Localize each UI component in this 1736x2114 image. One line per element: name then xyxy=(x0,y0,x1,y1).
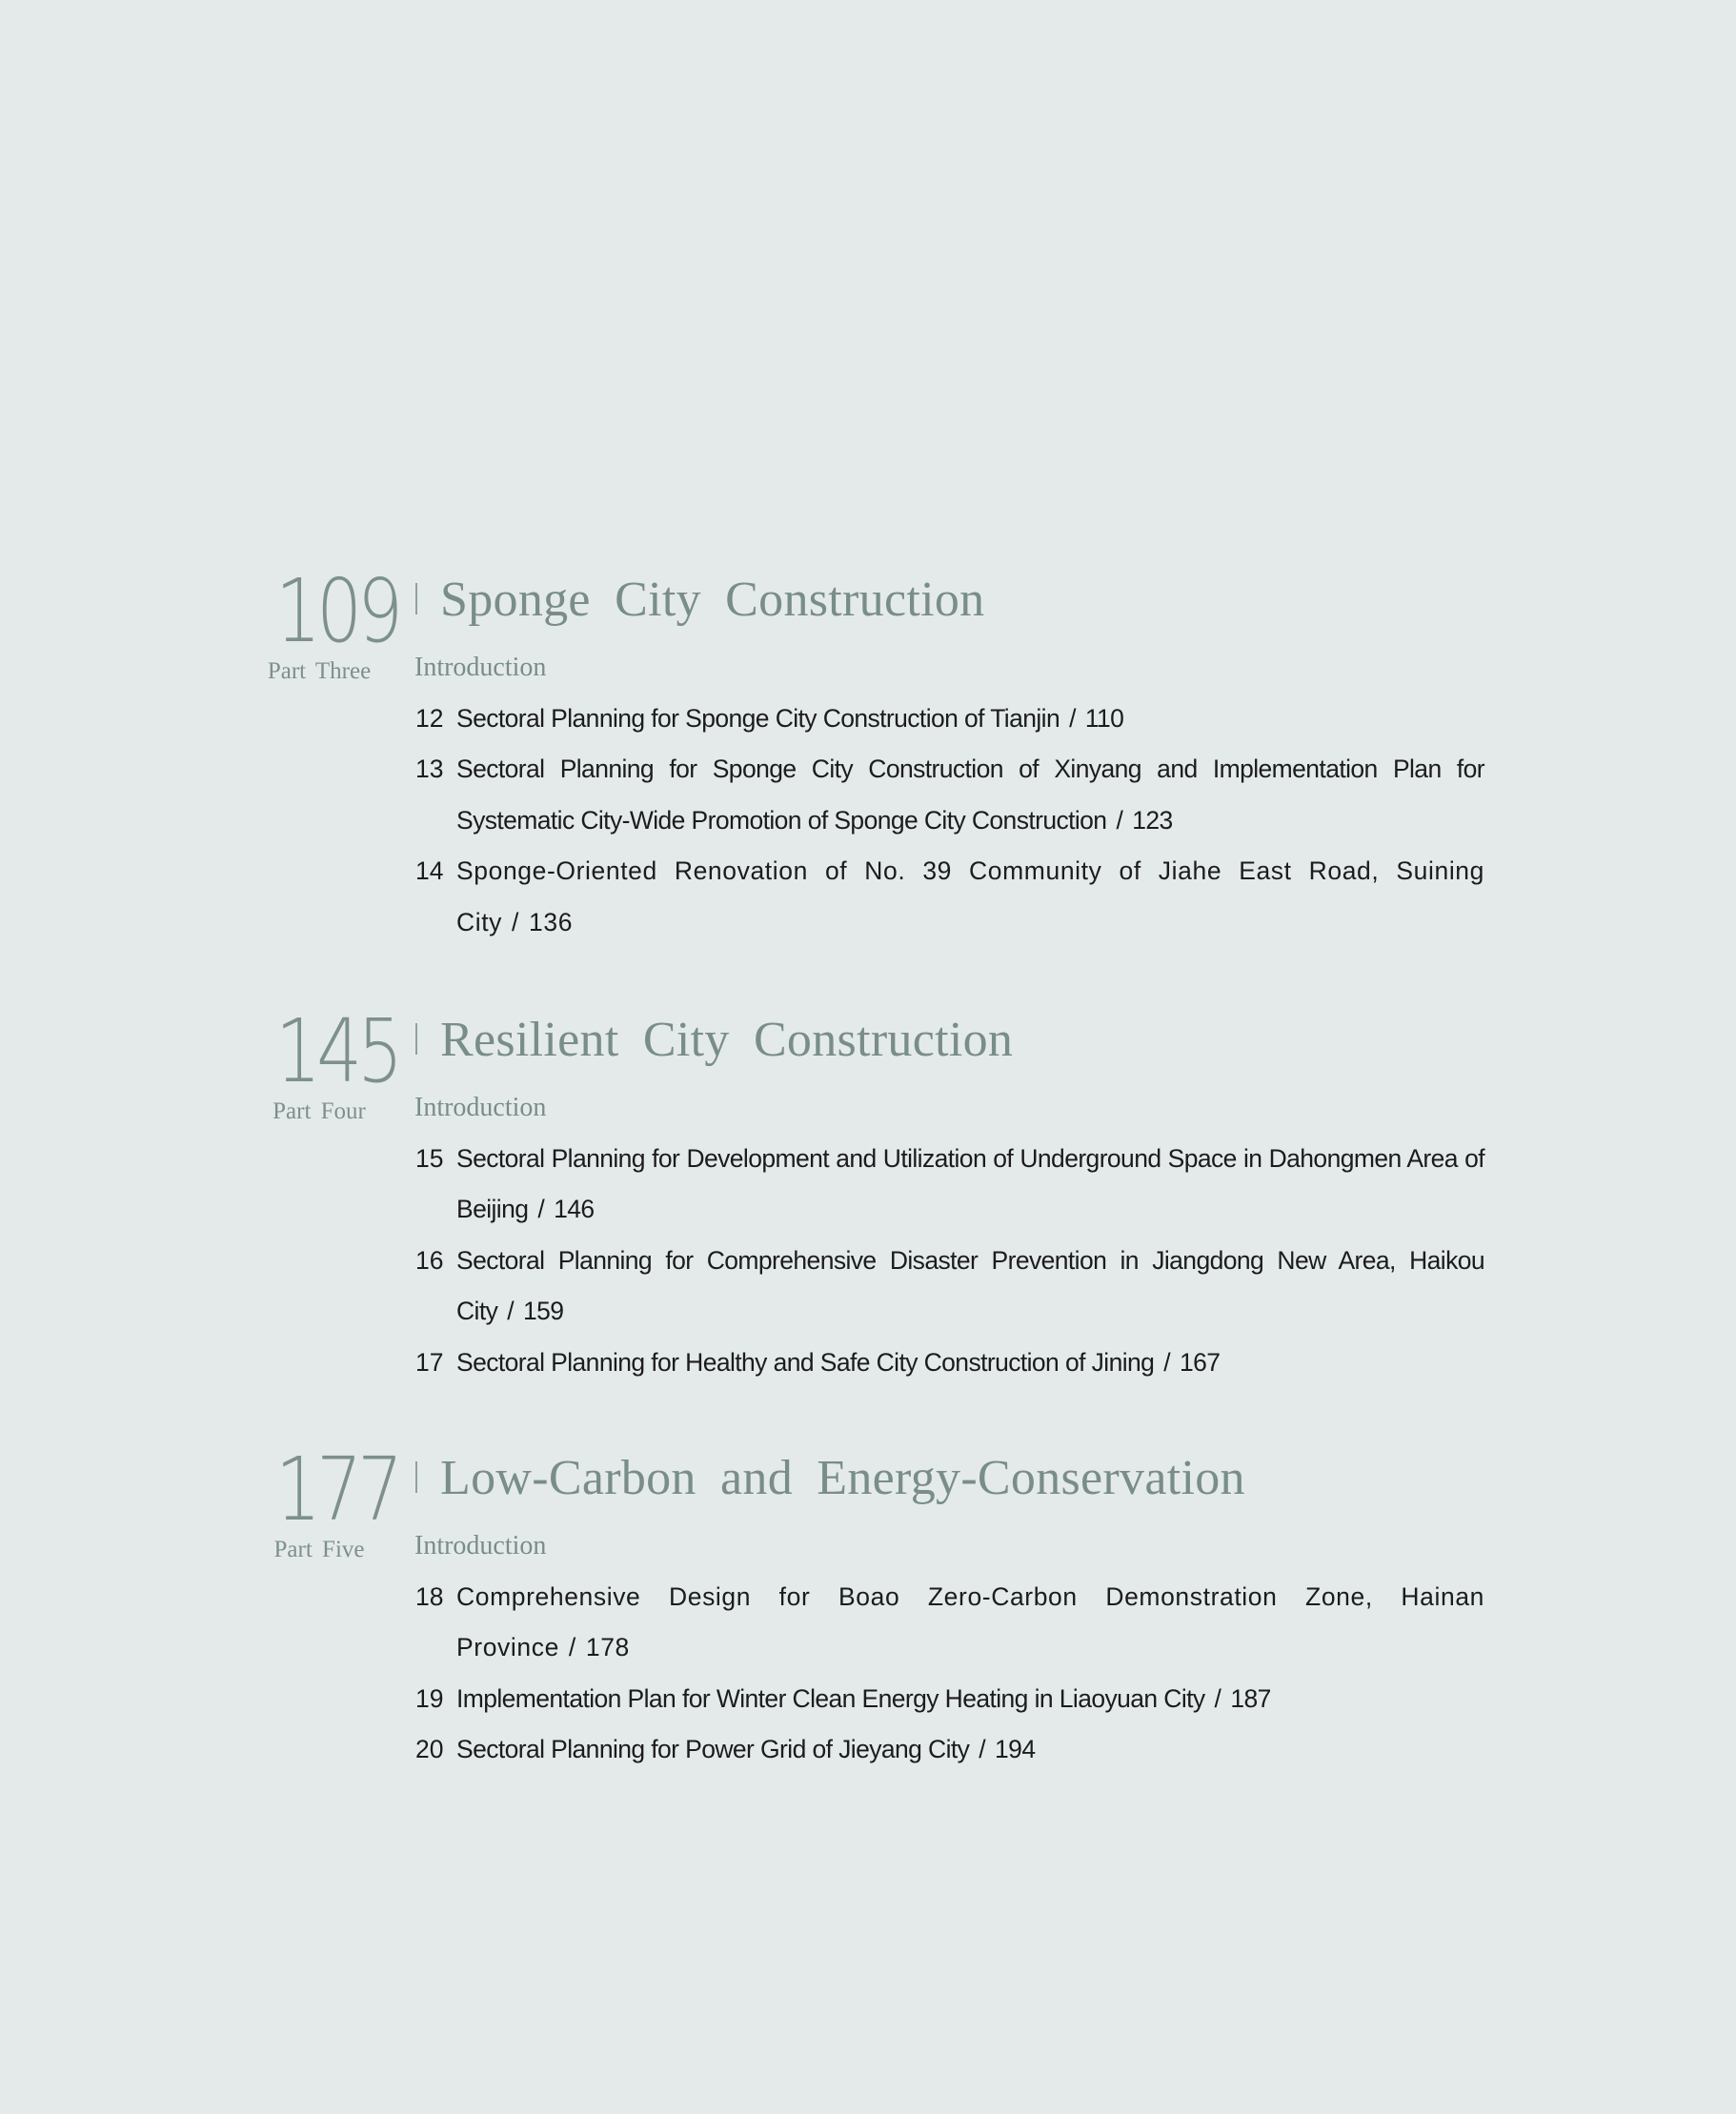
section-title[interactable]: Low-Carbon and Energy-Conservation xyxy=(440,1451,1245,1505)
item-page: 167 xyxy=(1180,1347,1221,1377)
item-title: Sectoral Planning for Power Grid of Jieyang City xyxy=(456,1735,970,1764)
title-divider xyxy=(415,1023,417,1055)
item-title: Sponge-Oriented Renovation of No. 39 Community of Jiahe East Road, Suining City xyxy=(456,856,1484,936)
toc-item-list xyxy=(415,694,1484,948)
toc-item[interactable] xyxy=(415,694,1484,744)
item-number: 18 xyxy=(415,1582,444,1611)
introduction-link[interactable]: Introduction xyxy=(414,1531,547,1560)
part-label: Part Four xyxy=(273,1098,366,1124)
toc-item[interactable] xyxy=(415,1724,1484,1775)
part-start-page: 177 xyxy=(275,1439,399,1540)
item-separator: / xyxy=(537,1195,545,1224)
item-title: Sectoral Planning for Development and Utilization of Underground Space in Dahongmen Area of Beijing xyxy=(456,1144,1484,1224)
item-separator: / xyxy=(1116,805,1123,835)
item-number: 20 xyxy=(415,1735,444,1764)
toc-item-list xyxy=(415,1572,1484,1776)
item-separator: / xyxy=(979,1735,986,1764)
item-title: Comprehensive Design for Boao Zero-Carbon Demonstration Zone, Hainan Province xyxy=(456,1582,1484,1662)
item-title: Sectoral Planning for Sponge City Construction of Tianjin xyxy=(456,704,1060,733)
item-page: 178 xyxy=(585,1633,630,1662)
part-label: Part Five xyxy=(273,1537,365,1562)
part-start-page: 145 xyxy=(275,1000,399,1102)
item-page: 110 xyxy=(1084,704,1124,733)
item-page: 159 xyxy=(523,1297,564,1326)
toc-item[interactable] xyxy=(415,1236,1484,1338)
item-title: Sectoral Planning for Healthy and Safe City Construction of Jining xyxy=(456,1347,1155,1377)
item-title: Sectoral Planning for Sponge City Construction of Xinyang and Implementation Plan for Systematic City-Wide Promotion of Sponge City Construction xyxy=(456,755,1484,835)
item-number: 15 xyxy=(415,1144,444,1173)
item-separator: / xyxy=(507,1297,515,1326)
item-separator: / xyxy=(1214,1683,1221,1713)
item-number: 19 xyxy=(415,1683,444,1713)
item-page: 194 xyxy=(995,1735,1036,1764)
item-number: 13 xyxy=(415,755,444,784)
part-start-page: 109 xyxy=(275,560,399,662)
item-separator: / xyxy=(1069,704,1076,733)
item-separator: / xyxy=(568,1633,576,1662)
item-number: 16 xyxy=(415,1245,444,1275)
item-page: 136 xyxy=(529,907,574,936)
part-label: Part Three xyxy=(267,658,372,684)
section-title[interactable]: Sponge City Construction xyxy=(440,573,985,627)
title-divider xyxy=(415,1461,417,1493)
item-title: Implementation Plan for Winter Clean Energy Heating in Liaoyuan City xyxy=(456,1683,1205,1713)
section-title[interactable]: Resilient City Construction xyxy=(440,1013,1014,1067)
toc-item[interactable] xyxy=(415,744,1484,846)
toc-item[interactable] xyxy=(415,1338,1484,1388)
toc-item-list xyxy=(415,1134,1484,1388)
item-number: 14 xyxy=(415,856,444,886)
toc-item[interactable] xyxy=(415,1134,1484,1236)
toc-item[interactable] xyxy=(415,1572,1484,1674)
item-number: 17 xyxy=(415,1347,444,1377)
toc-item[interactable] xyxy=(415,1674,1484,1724)
introduction-link[interactable]: Introduction xyxy=(414,1093,547,1122)
title-divider xyxy=(415,583,417,614)
item-page: 187 xyxy=(1230,1683,1271,1713)
item-separator: / xyxy=(512,907,520,936)
item-separator: / xyxy=(1163,1347,1171,1377)
introduction-link[interactable]: Introduction xyxy=(414,653,547,682)
item-number: 12 xyxy=(415,704,444,733)
item-page: 123 xyxy=(1132,805,1173,835)
item-page: 146 xyxy=(554,1195,595,1224)
toc-item[interactable] xyxy=(415,846,1484,948)
item-title: Sectoral Planning for Comprehensive Disaster Prevention in Jiangdong New Area, Haikou City xyxy=(456,1245,1484,1326)
